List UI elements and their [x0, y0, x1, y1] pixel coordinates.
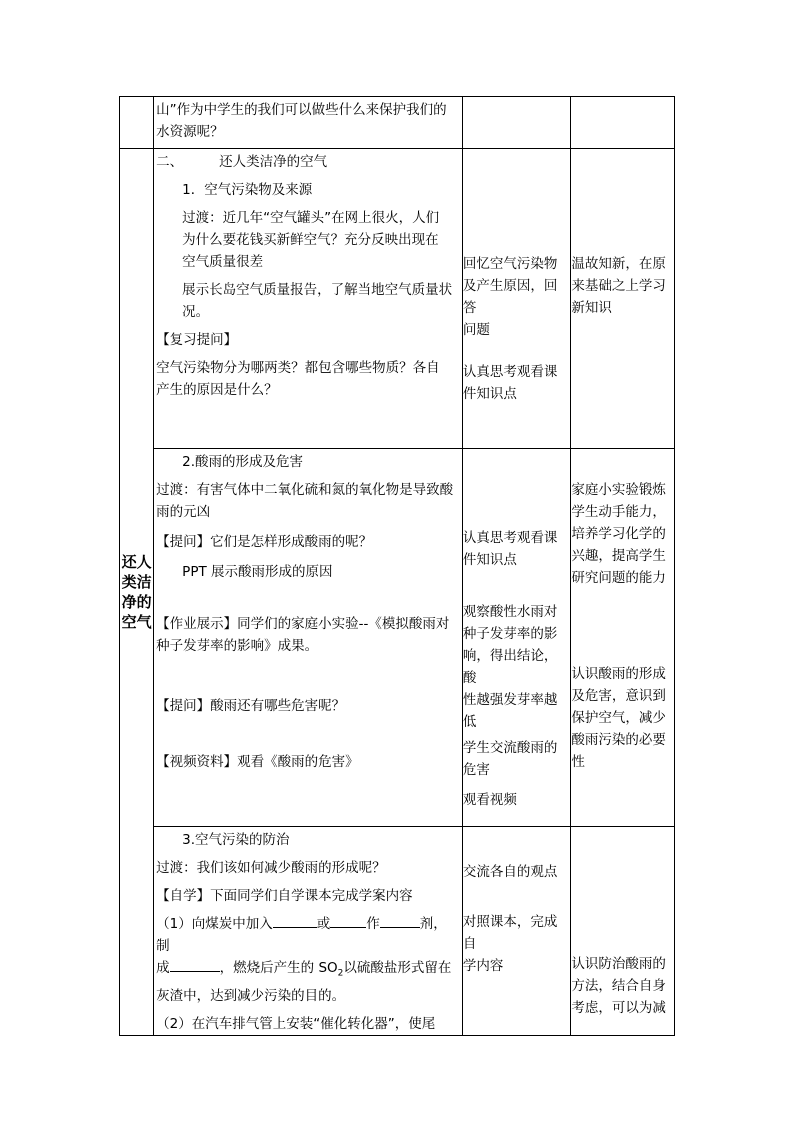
text-line: 【提问】它们是怎样形成酸雨的呢？ [156, 534, 373, 550]
text-line: 及产生原因，回答 [462, 278, 558, 316]
text-line: 件知识点 [462, 386, 517, 402]
text-line: 产生的原因是什么？ [156, 382, 278, 398]
text-line: 培养学习化学的 [571, 526, 666, 542]
text-line: 灰渣中，达到减少污染的目的。 [156, 987, 346, 1004]
text-line: 空气污染物分为哪两类？都包含哪些物质？各自 [156, 360, 440, 376]
student-activity-cell [462, 149, 571, 449]
teacher-activity-cell [154, 97, 463, 149]
text-line: 【提问】酸雨还有哪些危害呢？ [156, 698, 346, 714]
text-line: 观看视频 [462, 792, 517, 808]
design-intent-cell [571, 827, 675, 1036]
text-line: 方法，结合自身 [571, 978, 666, 994]
text-line: 况。 [182, 304, 210, 320]
answer-blank[interactable] [330, 913, 366, 928]
text-line: 研究问题的能力 [571, 570, 666, 586]
section-cell-empty [120, 97, 154, 149]
text-line: 学内容 [462, 958, 504, 974]
student-activity-cell [462, 97, 571, 149]
table-row [120, 827, 675, 1036]
text-line: 过渡：近几年“空气罐头”在网上很火，人们 [182, 210, 440, 226]
text-line: 学生动手能力， [571, 504, 666, 520]
design-intent-cell [571, 449, 675, 827]
text-line: 【自学】下面同学们自学课本完成学案内容 [156, 888, 413, 904]
text-line: 问题 [462, 322, 490, 338]
text-line: 性 [571, 754, 585, 770]
subheading: 1．空气污染物及来源 [182, 182, 313, 198]
student-activity-cell [462, 449, 571, 827]
text-line: 保护空气，减少 [571, 710, 666, 726]
text-line: 认真思考观看课 [462, 364, 558, 380]
text-line: 回忆空气污染物 [462, 256, 558, 272]
text-line: （2）在汽车排气管上安装“催化转化器”，使尾 [156, 1015, 436, 1032]
text-line: 山”作为中学生的我们可以做些什么来保护我们的 [156, 102, 447, 118]
text-line: 对照课本，完成自 [462, 914, 558, 952]
text-line: 响，得出结论，酸 [462, 648, 558, 686]
subheading: 3.空气污染的防治 [182, 832, 290, 848]
text-line: 种子发芽率的影响》成果。 [156, 638, 319, 654]
text-line: 过渡：我们该如何减少酸雨的形成呢？ [156, 860, 386, 876]
lesson-plan-table [119, 96, 675, 1036]
teacher-activity-cell [154, 449, 463, 827]
fill-blank-line: 成 ，燃烧后产生的 $SO_2$以硫酸盐形式留在 [154, 957, 462, 985]
subheading: 2.酸雨的形成及危害 [182, 454, 304, 470]
design-intent-cell [571, 149, 675, 449]
answer-blank[interactable] [170, 957, 220, 972]
text-line: 认真思考观看课 [462, 530, 558, 546]
text-line: 件知识点 [462, 552, 517, 568]
text-line: 水资源呢？ [156, 124, 224, 140]
text-line: 低 [462, 714, 477, 730]
section-label-cell [120, 149, 154, 1036]
teacher-activity-cell [154, 827, 463, 1036]
table-row [120, 449, 675, 827]
answer-blank[interactable] [380, 913, 420, 928]
table-row [120, 97, 675, 149]
text-line: 危害 [462, 762, 490, 778]
text-line: 展示长岛空气质量报告，了解当地空气质量状 [182, 282, 453, 298]
text-line: 来基础之上学习 [571, 278, 666, 294]
text-line: 温故知新，在原 [571, 256, 666, 272]
answer-blank[interactable] [273, 913, 317, 928]
text-line: 认识酸雨的形成 [571, 666, 666, 682]
text-line: 酸雨污染的必要 [571, 732, 666, 748]
text-line: 观察酸性水雨对 [462, 604, 558, 620]
text-line: 雨的元凶 [156, 504, 211, 520]
student-activity-cell [462, 827, 571, 1036]
text-line: 性越强发芽率越 [462, 692, 558, 708]
text-line: 认识防治酸雨的 [571, 956, 666, 972]
section-label: 还人 类洁 净的 空气 [121, 552, 152, 631]
design-intent-cell [571, 97, 675, 149]
section-heading: 二、 还人类洁净的空气 [156, 154, 328, 170]
text-line: 空气质量很差 [182, 254, 264, 270]
fill-blank-line: （1）向煤炭中加入 或 作 剂，制 [154, 913, 462, 957]
text-line: 家庭小实验锻炼 [571, 482, 666, 498]
text-line: 【视频资料】观看《酸雨的危害》 [156, 754, 359, 770]
text-line: 过渡：有害气体中二氧化硫和氮的氧化物是导致酸 [156, 482, 454, 498]
text-line: 为什么要花钱买新鲜空气？充分反映出现在 [182, 232, 439, 248]
text-line: 兴趣，提高学生 [571, 548, 666, 564]
text-line: 【作业展示】同学们的家庭小实验--《模拟酸雨对 [156, 616, 450, 632]
table-row [120, 149, 675, 449]
tag-line: 【复习提问】 [156, 332, 238, 348]
text-line: 交流各自的观点 [462, 864, 558, 880]
text-line: PPT 展示酸雨形成的原因 [182, 564, 333, 580]
text-line: 及危害，意识到 [571, 688, 666, 704]
text-line: 种子发芽率的影 [462, 626, 558, 642]
text-line: 考虑，可以为减 [571, 1000, 666, 1016]
text-line: 新知识 [571, 300, 612, 316]
teacher-activity-cell [154, 149, 463, 449]
text-line: 学生交流酸雨的 [462, 740, 558, 756]
